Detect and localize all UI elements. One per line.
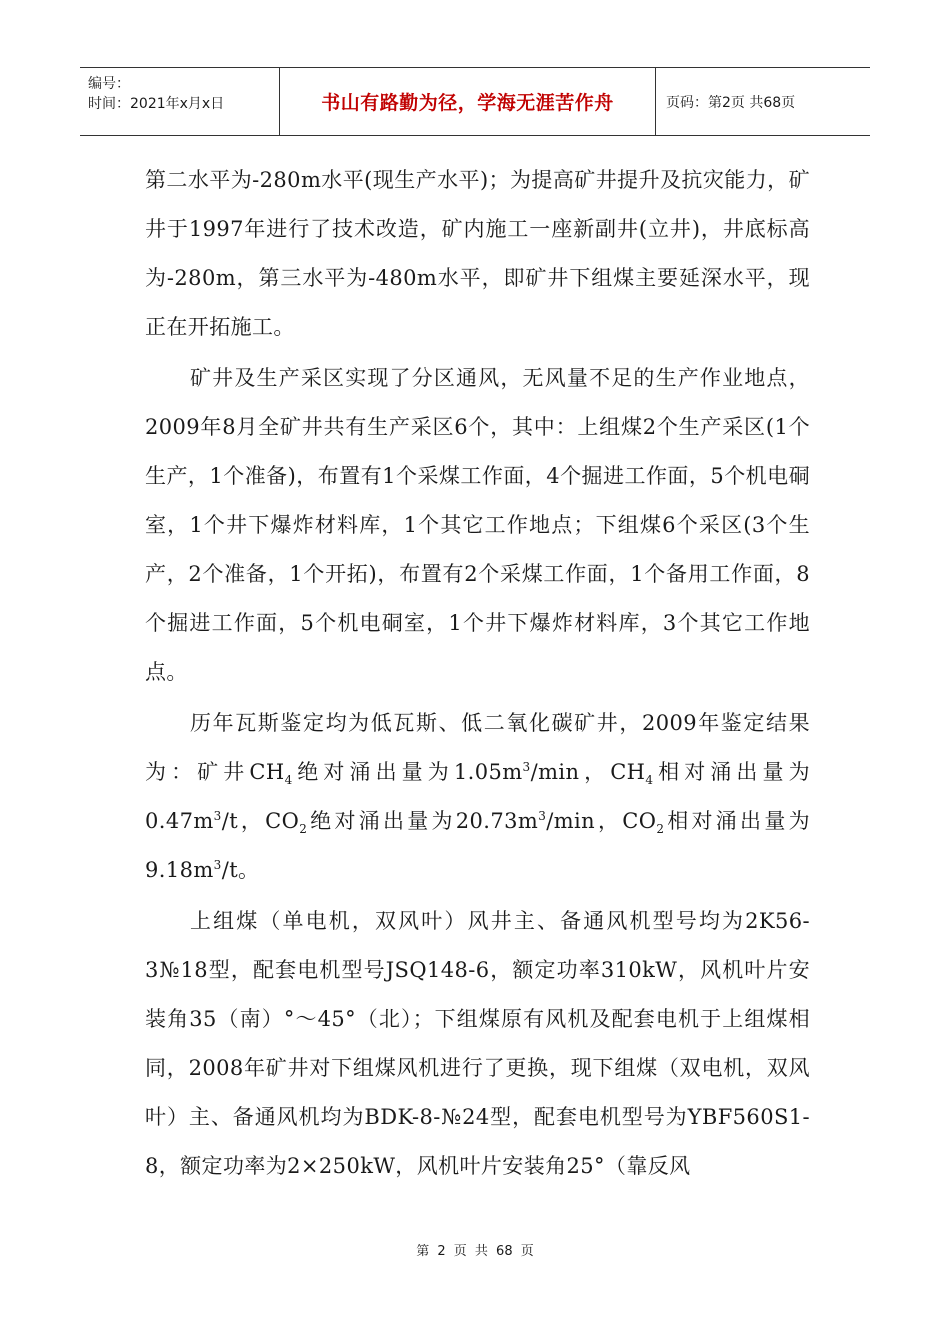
p3-text-h: 相对涌出量为9.18m [145,809,810,882]
p3-sub-2a: 2 [299,822,308,837]
p3-text-d: 相对涌出量为0.47m [145,760,811,833]
page-footer: 第 2 页 共 68 页 [416,1244,534,1259]
doc-time-label: 时间：2021年x月x日 [88,96,225,112]
p3-sup-3b: 3 [213,809,222,823]
p3-text-c: /min，CH [530,760,646,784]
p3-sup-3d: 3 [213,858,222,872]
p3-text-a: 历年瓦斯鉴定均为低瓦斯、低二氧化碳矿井，2009年鉴定结果为：矿井CH [145,711,810,784]
p3-text-i: /t。 [221,858,260,882]
paragraph-4: 上组煤（单电机，双风叶）风井主、备通风机型号均为2K56-3№18型，配套电机型号JSQ148-6，额定功率310kW，风机叶片安装角35（南）°～45°（北）；下组煤原有风机及配套电机于上组煤相同，2008年矿井对下组煤风机进行了更换，现下组煤（双电机，双风叶）主、备通风机均为BDK-8-№24型，配套电机型号为YBF560S1-8，额定功率为2×250kW，风机叶片安装角25°（靠反风 [145,909,810,1178]
header-motto: 书山有路勤为径，学海无涯苦作舟 [280,68,656,135]
header-meta [80,68,280,135]
p3-sub-4a: 4 [284,773,293,788]
p3-text-g: /min，CO [546,809,657,833]
p3-sub-4b: 4 [645,773,654,788]
doc-number-label: 编号： [88,76,130,92]
header-page-info: 页码：第2页 共68页 [666,94,796,111]
paragraph-1: 第二水平为-280m水平(现生产水平)；为提高矿井提升及抗灾能力，矿井于1997年进行了技术改造，矿内施工一座新副井(立井)，井底标高为-280m，第三水平为-480m水平，即矿井下组煤主要延深水平，现正在开拓施工。 [145,168,810,339]
paragraph-2: 矿井及生产采区实现了分区通风，无风量不足的生产作业地点，2009年8月全矿井共有生产采区6个，其中：上组煤2个生产采区(1个生产，1个准备)，布置有1个采煤工作面，4个掘进工作面，5个机电硐室，1个井下爆炸材料库，1个其它工作地点；下组煤6个采区(3个生产，2个准备，1个开拓)，布置有2个采煤工作面，1个备用工作面，8个掘进工作面，5个机电硐室，1个井下爆炸材料库，3个其它工作地点。 [145,366,810,684]
page-header [80,67,870,136]
document-body [145,156,810,1193]
p3-sup-3a: 3 [522,760,531,774]
p3-sub-2b: 2 [656,822,665,837]
p3-sup-3c: 3 [538,809,547,823]
p3-text-f: 绝对涌出量为20.73m [307,809,539,833]
p3-text-e: /t，CO [221,809,300,833]
paragraph-3 [145,699,810,895]
p3-text-b: 绝对涌出量为1.05m [292,760,523,784]
